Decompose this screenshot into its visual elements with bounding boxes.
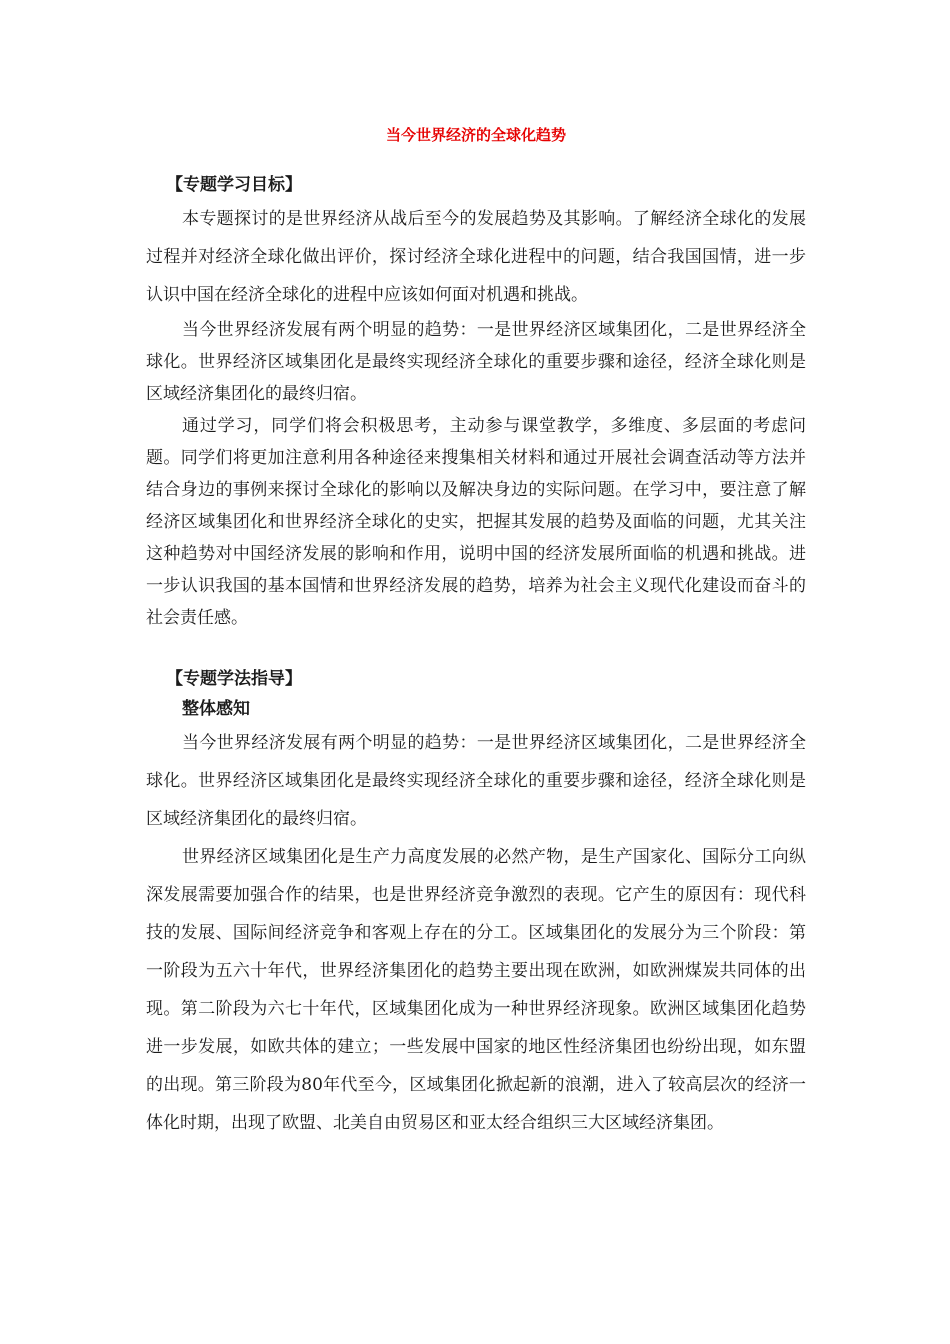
paragraph: 本专题探讨的是世界经济从战后至今的发展趋势及其影响。了解经济全球化的发展过程并对经济全球化做出评价，探讨经济全球化进程中的问题，结合我国国情，进一步认识中国在经济全球化的进程中应该如何面对机遇和挑战。 [146,209,806,305]
paragraph: 世界经济区域集团化是生产力高度发展的必然产物，是生产国家化、国际分工向纵深发展需要加强合作的结果，也是世界经济竞争激烈的表现。它产生的原因有：现代科技的发展、国际间经济竞争和客观上存在的分工。区域集团化的发展分为三个阶段：第一阶段为五六十年代，世界经济集团化的趋势主要出现在欧洲，如欧洲煤炭共同体的出现。第二阶段为六七十年代，区域集团化成为一种世界经济现象。欧洲区域集团化趋势进一步发展，如欧共体的建立；一些发展中国家的地区性经济集团也纷纷出现，如东盟的出现。第三阶段为80年代至今，区域集团化掀起新的浪潮，进入了较高层次的经济一体化时期，出现了欧盟、北美自由贸易区和亚太经合组织三大区域经济集团。 [146,847,806,1133]
paragraph: 当今世界经济发展有两个明显的趋势：一是世界经济区域集团化，二是世界经济全球化。世界经济区域集团化是最终实现经济全球化的重要步骤和途径，经济全球化则是区域经济集团化的最终归宿。 [146,320,806,404]
section-subheading: 整体感知 [182,699,250,719]
section-heading: 【专题学法指导】 [166,669,302,689]
section-study-guide [146,664,806,1142]
document-title: 当今世界经济的全球化趋势 [385,126,566,144]
section-heading: 【专题学习目标】 [166,175,302,195]
section-learning-goals [146,170,806,634]
document-page [146,122,806,1142]
paragraph: 当今世界经济发展有两个明显的趋势：一是世界经济区域集团化，二是世界经济全球化。世界经济区域集团化是最终实现经济全球化的重要步骤和途径，经济全球化则是区域经济集团化的最终归宿。 [146,733,806,829]
paragraph: 通过学习，同学们将会积极思考，主动参与课堂教学，多维度、多层面的考虑问题。同学们将更加注意利用各种途径来搜集相关材料和通过开展社会调查活动等方法并结合身边的事例来探讨全球化的影响以及解决身边的实际问题。在学习中，要注意了解经济区域集团化和世界经济全球化的史实，把握其发展的趋势及面临的问题，尤其关注这种趋势对中国经济发展的影响和作用，说明中国的经济发展所面临的机遇和挑战。进一步认识我国的基本国情和世界经济发展的趋势，培养为社会主义现代化建设而奋斗的社会责任感。 [146,416,806,628]
section-gap [146,634,806,664]
